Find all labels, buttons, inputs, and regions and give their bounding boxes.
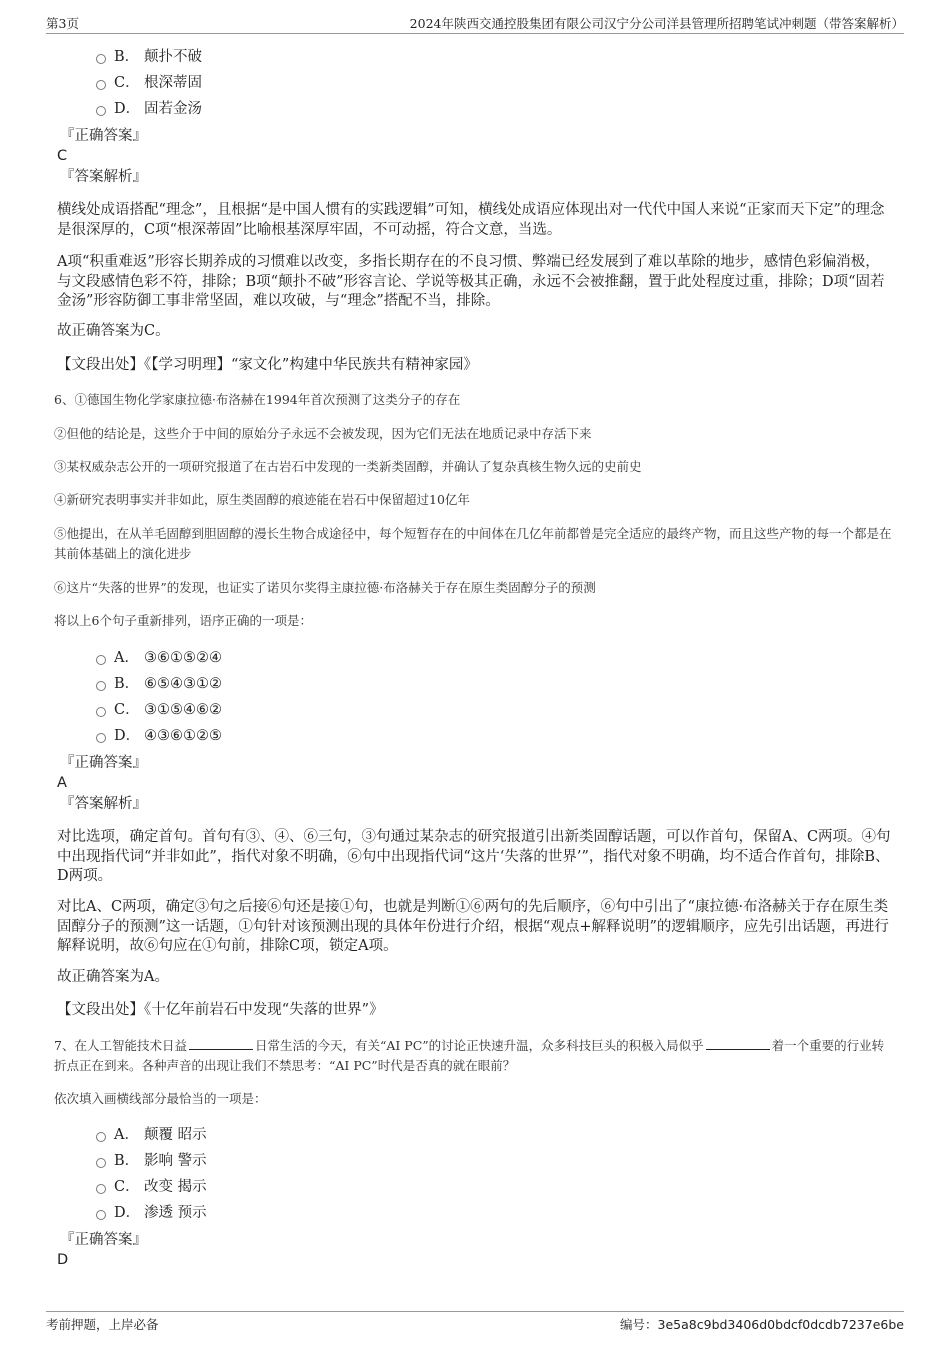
q6-sentence-5: ⑤他提出，在从羊毛固醇到胆固醇的漫长生物合成途径中，每个短暂存在的中间体在几亿年前都曾是完全适应的最终产物，而且这些产物的每一个都是在其前体基础上的演化进步 bbox=[54, 526, 892, 561]
q5-option-d[interactable]: D． 固若金汤 bbox=[96, 99, 202, 119]
q6-analysis-label: 『答案解析』 bbox=[60, 796, 147, 812]
page-number: 第3页 bbox=[46, 16, 79, 31]
q5-answer-label: 『正确答案』 bbox=[60, 128, 147, 144]
radio-icon[interactable] bbox=[96, 681, 106, 691]
q5-analysis-para-3: 故正确答案为C。 bbox=[57, 323, 170, 339]
q5-answer: C bbox=[57, 148, 68, 164]
radio-icon[interactable] bbox=[96, 733, 106, 743]
q6-option-b[interactable]: B． ⑥⑤④③①② bbox=[96, 674, 222, 694]
q6-sentence-2: ②但他的结论是，这些介于中间的原始分子永远不会被发现，因为它们无法在地质记录中存活下来 bbox=[54, 426, 592, 441]
q5-analysis-para-2: A项“积重难返”形容长期养成的习惯难以改变，多指长期存在的不良习惯、弊端已经发展到了难以革除的地步，感情色彩偏消极，与文段感情色彩不符，排除；B项“颠扑不破”形容言论、学说等极其正确，永远不会被推翻，置于此处程度过重，排除；D项“固若金汤”形容防御工事非常坚固，难以攻破，与“理念”搭配不当，排除。 bbox=[57, 254, 885, 309]
q6-option-c[interactable]: C． ③①⑤④⑥② bbox=[96, 700, 222, 720]
document-title: 2024年陕西交通控股集团有限公司汉宁分公司洋县管理所招聘笔试冲刺题（带答案解析） bbox=[409, 16, 904, 31]
blank-2[interactable] bbox=[706, 1037, 770, 1050]
blank-1[interactable] bbox=[189, 1037, 253, 1050]
radio-icon[interactable] bbox=[96, 655, 106, 665]
q6-option-a[interactable]: A． ③⑥①⑤②④ bbox=[96, 648, 222, 668]
q6-sentence-4: ④新研究表明事实并非如此，原生类固醇的痕迹能在岩石中保留超过10亿年 bbox=[54, 492, 470, 507]
q6-analysis-para-1: 对比选项，确定首句。首句有③、④、⑥三句，③句通过某杂志的研究报道引出新类固醇话题，可以作首句，保留A、C两项。④句中出现指代词“并非如此”，指代对象不明确，⑥句中出现指代词“这片‘失落的世界’”，指代对象不明确，均不适合作首句，排除B、D两项。 bbox=[57, 829, 891, 884]
q6-sentence-6: ⑥这片“失落的世界”的发现，也证实了诺贝尔奖得主康拉德·布洛赫关于存在原生类固醇分子的预测 bbox=[54, 580, 596, 595]
q6-answer: A bbox=[57, 775, 67, 791]
q7-stem: 7、在人工智能技术日益 日常生活的今天，有关“AI PC”的讨论正快速升温，众多科技巨头的积极入局似乎 着一个重要的行业转折点正在到来。各种声音的出现让我们不禁思考：“AI PC”时代是否真的就在眼前？ bbox=[54, 1038, 885, 1073]
q6-analysis-para-2: 对比A、C两项，确定③句之后接⑥句还是接①句，也就是判断①⑥两句的先后顺序，⑥句中引出了“康拉德·布洛赫关于存在原生类固醇分子的预测”这一话题，①句针对该预测出现的具体年份进行介绍，根据“观点+解释说明”的逻辑顺序，应先引出话题，再进行解释说明，故⑥句应在①句前，排除C项，锁定A项。 bbox=[57, 899, 889, 954]
q7-answer-label: 『正确答案』 bbox=[60, 1232, 147, 1248]
radio-icon[interactable] bbox=[96, 80, 106, 90]
q5-option-c[interactable]: C． 根深蒂固 bbox=[96, 73, 202, 93]
footer-code: 编号：3e5a8c9bd3406d0bdcf0dcdb7237e6be bbox=[620, 1317, 904, 1332]
q7-option-b[interactable]: B． 影响 警示 bbox=[96, 1151, 207, 1171]
q6-answer-label: 『正确答案』 bbox=[60, 755, 147, 771]
radio-icon[interactable] bbox=[96, 707, 106, 717]
header-divider bbox=[46, 33, 904, 34]
radio-icon[interactable] bbox=[96, 106, 106, 116]
footer-divider bbox=[46, 1311, 904, 1312]
q7-option-d[interactable]: D． 渗透 预示 bbox=[96, 1203, 207, 1223]
q6-option-d[interactable]: D． ④③⑥①②⑤ bbox=[96, 726, 222, 746]
radio-icon[interactable] bbox=[96, 1210, 106, 1220]
q6-analysis-para-3: 故正确答案为A。 bbox=[57, 969, 169, 985]
radio-icon[interactable] bbox=[96, 54, 106, 64]
q5-analysis-label: 『答案解析』 bbox=[60, 169, 147, 185]
q6-prompt: 将以上6个句子重新排列，语序正确的一项是： bbox=[54, 613, 312, 628]
q7-answer: D bbox=[57, 1252, 69, 1268]
radio-icon[interactable] bbox=[96, 1184, 106, 1194]
q6-sentence-3: ③某权威杂志公开的一项研究报道了在古岩石中发现的一类新类固醇，并确认了复杂真核生物久远的史前史 bbox=[54, 459, 642, 474]
q7-option-a[interactable]: A． 颠覆 昭示 bbox=[96, 1125, 207, 1145]
q6-sentence-1: 6、①德国生物化学家康拉德·布洛赫在1994年首次预测了这类分子的存在 bbox=[54, 392, 461, 407]
radio-icon[interactable] bbox=[96, 1132, 106, 1142]
q5-source: 【文段出处】《【学习明理】“家文化”构建中华民族共有精神家园》 bbox=[57, 357, 478, 373]
q5-option-b[interactable]: B． 颠扑不破 bbox=[96, 47, 202, 67]
footer-slogan: 考前押题，上岸必备 bbox=[46, 1317, 159, 1332]
q5-analysis-para-1: 横线处成语搭配“理念”，且根据“是中国人惯有的实践逻辑”可知，横线处成语应体现出对一代代中国人来说“正家而天下定”的理念是很深厚的，C项“根深蒂固”比喻根基深厚牢固，不可动摇，符合文意，当选。 bbox=[57, 202, 885, 238]
q7-option-c[interactable]: C． 改变 揭示 bbox=[96, 1177, 207, 1197]
q7-prompt: 依次填入画横线部分最恰当的一项是： bbox=[54, 1091, 267, 1106]
q6-source: 【文段出处】《十亿年前岩石中发现“失落的世界”》 bbox=[57, 1002, 384, 1018]
radio-icon[interactable] bbox=[96, 1158, 106, 1168]
